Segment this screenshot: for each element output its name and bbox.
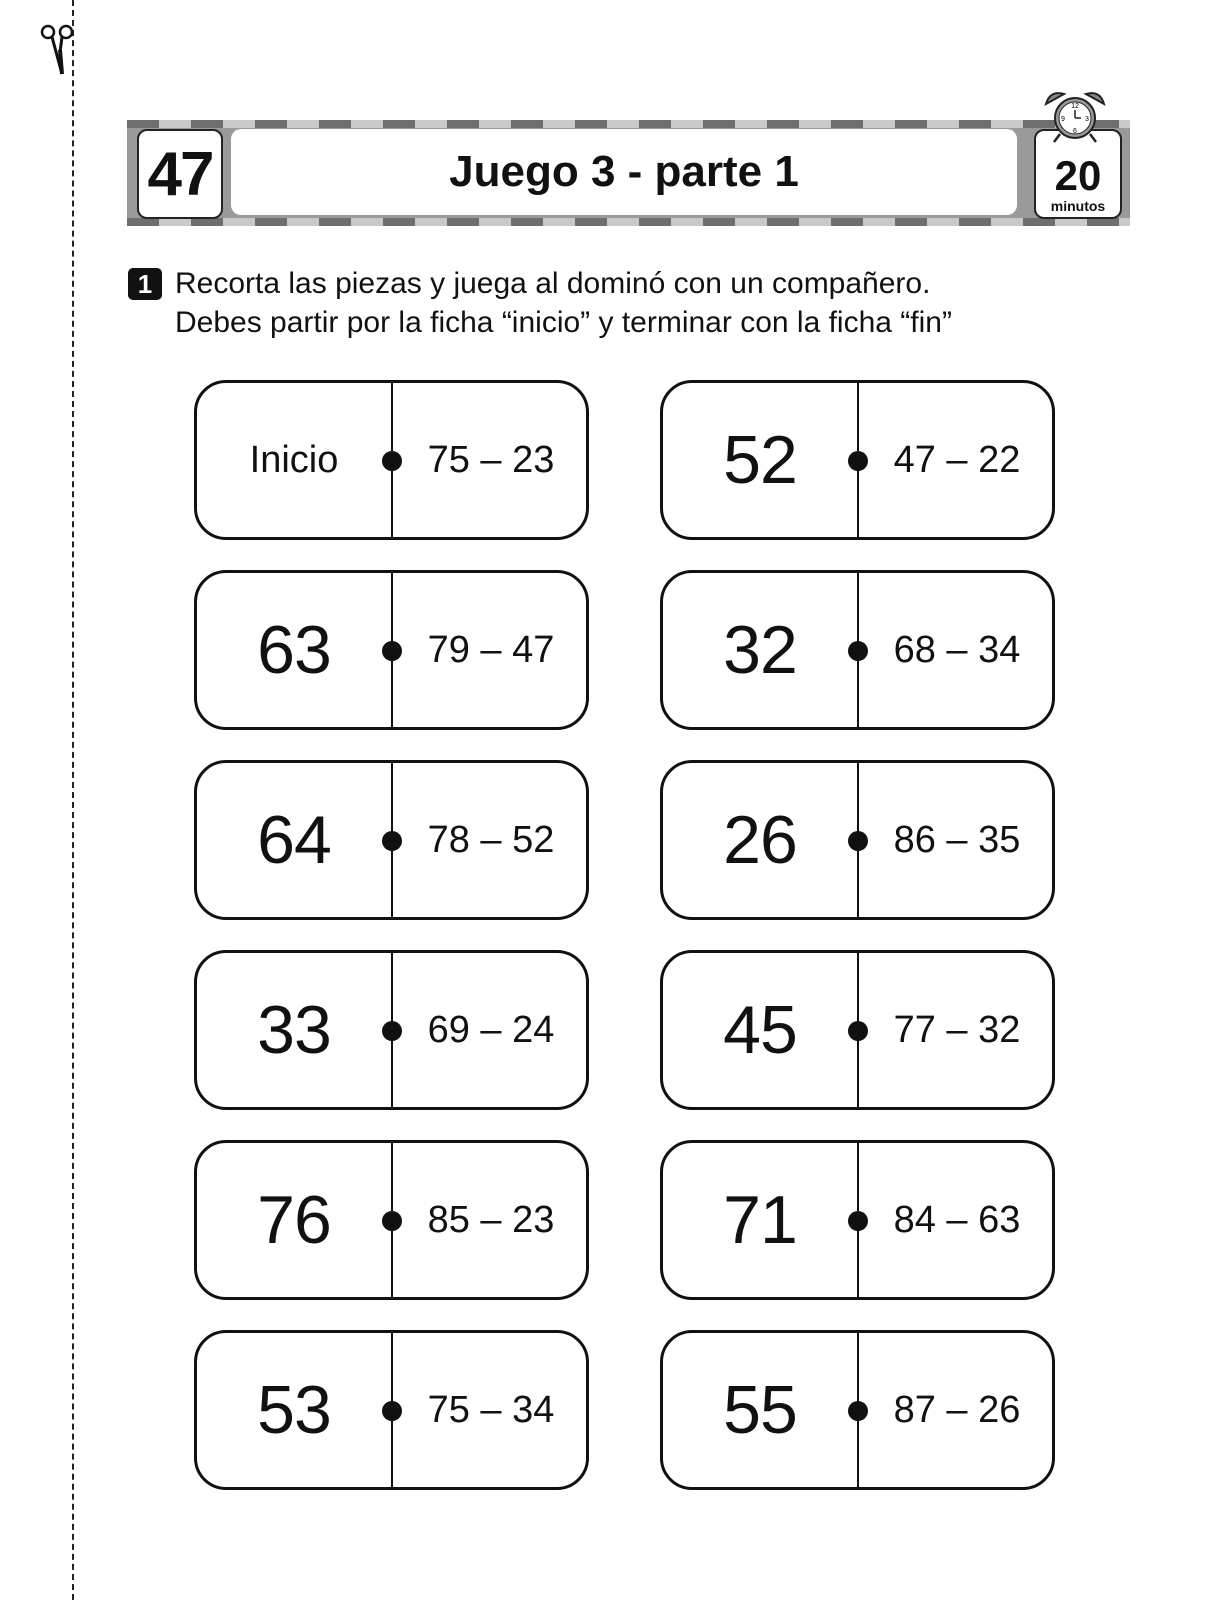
banner-stripes-bottom — [127, 218, 1130, 226]
domino-tile[interactable] — [194, 1140, 589, 1300]
time-unit: minutos — [1050, 198, 1106, 214]
domino-left-value: 53 — [257, 1372, 331, 1448]
domino-left-value: 45 — [723, 992, 797, 1068]
clock-number-6: 6 — [1073, 128, 1077, 135]
page-title: Juego 3 - parte 1 — [231, 129, 1017, 215]
domino-tile[interactable] — [194, 760, 589, 920]
domino-tile[interactable] — [660, 950, 1055, 1110]
domino-tile[interactable] — [660, 1140, 1055, 1300]
domino-tile[interactable] — [660, 570, 1055, 730]
domino-right-expression: 68 – 34 — [893, 628, 1021, 671]
domino-tile[interactable] — [194, 380, 589, 540]
domino-right-expression: 87 – 26 — [893, 1388, 1021, 1431]
banner-stripes-top — [127, 120, 1130, 128]
domino-right-expression: 75 – 34 — [427, 1388, 555, 1431]
domino-left-value: 71 — [723, 1182, 797, 1258]
domino-right-expression: 47 – 22 — [893, 438, 1021, 481]
domino-right-expression: 85 – 23 — [427, 1198, 555, 1241]
scissors-icon — [38, 22, 78, 78]
instruction-line-2: Debes partir por la ficha “inicio” y terminar con la ficha “fin” — [175, 306, 952, 339]
domino-right-expression: 75 – 23 — [427, 438, 555, 481]
domino-right-expression: 86 – 35 — [893, 818, 1021, 861]
domino-right-expression: 77 – 32 — [893, 1008, 1021, 1051]
lesson-number: 47 — [137, 129, 223, 219]
domino-tile[interactable] — [660, 1330, 1055, 1490]
header-banner — [127, 120, 1130, 226]
domino-left-value: 32 — [723, 612, 797, 688]
clock-number-3: 3 — [1085, 116, 1089, 123]
cut-line — [72, 0, 74, 1600]
alarm-clock-icon — [1040, 88, 1110, 146]
domino-left-value: 26 — [723, 802, 797, 878]
domino-right-expression: 69 – 24 — [427, 1008, 555, 1051]
domino-tile[interactable] — [194, 950, 589, 1110]
clock-number-12: 12 — [1071, 103, 1079, 110]
domino-tile[interactable] — [194, 570, 589, 730]
domino-left-value: 33 — [257, 992, 331, 1068]
domino-tile[interactable] — [194, 1330, 589, 1490]
domino-left-value: 76 — [257, 1182, 331, 1258]
domino-right-expression: 79 – 47 — [427, 628, 555, 671]
domino-right-expression: 78 – 52 — [427, 818, 555, 861]
domino-left-value: Inicio — [249, 438, 339, 481]
instruction — [128, 264, 1128, 342]
domino-tile[interactable] — [660, 760, 1055, 920]
instruction-line-1: Recorta las piezas y juega al dominó con un compañero. — [175, 267, 931, 300]
domino-left-value: 55 — [723, 1372, 797, 1448]
domino-right-expression: 84 – 63 — [893, 1198, 1021, 1241]
instruction-number-badge: 1 — [128, 268, 162, 300]
time-value: 20 — [1054, 152, 1102, 199]
domino-tile[interactable] — [660, 380, 1055, 540]
domino-left-value: 63 — [257, 612, 331, 688]
domino-left-value: 52 — [723, 422, 797, 498]
clock-number-9: 9 — [1061, 116, 1065, 123]
domino-left-value: 64 — [257, 802, 331, 878]
